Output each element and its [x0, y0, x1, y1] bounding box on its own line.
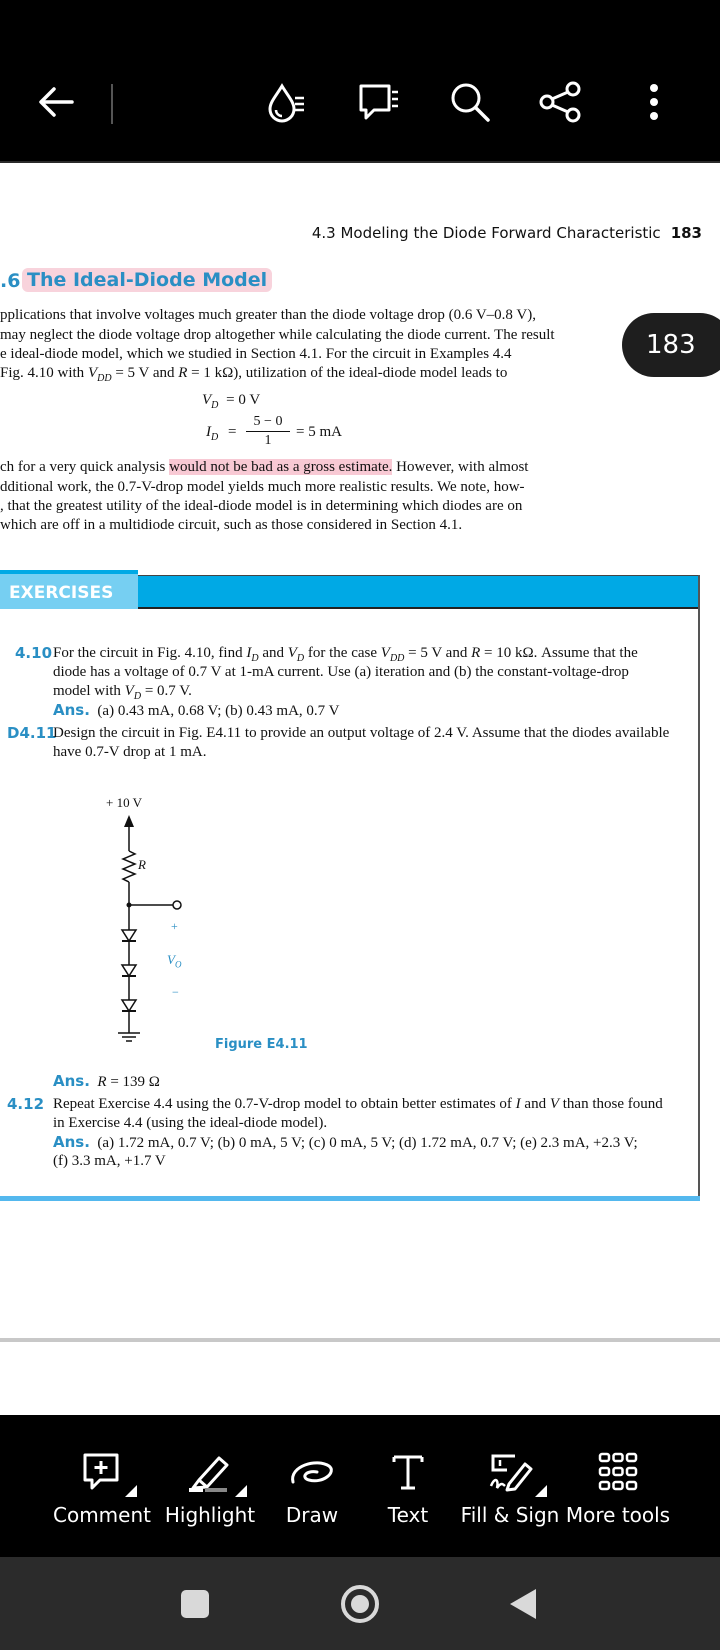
math-var: R [471, 645, 481, 661]
tool-label: More tools [565, 1503, 671, 1527]
text-span: However, with almost [392, 459, 529, 475]
fraction [246, 414, 290, 449]
math-sub: O [174, 959, 182, 970]
toolbar-divider-line [0, 161, 720, 163]
fraction-numerator: 5 − 0 [253, 414, 283, 429]
back-arrow-icon[interactable] [32, 78, 80, 126]
page-number-badge[interactable] [622, 313, 720, 377]
text-line: Design the circuit in Fig. E4.11 to provide an output voltage of 2.4 V. Assume that the diodes available [53, 725, 670, 741]
circuit-figure [100, 795, 300, 1055]
text-span: = 5 V and [404, 645, 472, 661]
tool-label: Text [387, 1503, 429, 1527]
text-icon [353, 1445, 463, 1499]
equation-vd [202, 392, 260, 411]
text-line: dditional work, the 0.7-V-drop model yields much more realistic results. We note, how- [0, 479, 525, 495]
text-line: (f) 3.3 mA, +1.7 V [53, 1153, 166, 1169]
text-span: model with [53, 683, 125, 699]
more-vertical-icon[interactable] [630, 78, 678, 126]
vo-label [167, 952, 181, 970]
more-tools-grid-icon [563, 1445, 673, 1499]
math-sub: D [296, 653, 305, 664]
section-number: .6 [0, 270, 21, 292]
circuit-schematic [100, 795, 300, 1055]
exercise-number: D4.11 [7, 724, 57, 742]
tool-options-indicator [535, 1485, 547, 1497]
math-var: I [246, 645, 252, 661]
text-span: Fig. 4.10 with [0, 365, 88, 381]
text-line: , that the greatest utility of the ideal-diode model is in determining which diodes are on [0, 498, 523, 514]
text-line [53, 1095, 663, 1114]
text-span: ch for a very quick analysis [0, 459, 170, 475]
text-line: in Exercise 4.4 (using the ideal-diode model). [53, 1115, 328, 1131]
answer-line [53, 701, 340, 721]
resistor-label: R [138, 857, 146, 872]
math-sub: D [211, 432, 219, 443]
text-span: = 1 kΩ), utilization of the ideal-diode model leads to [187, 365, 508, 381]
text-span: Repeat Exercise 4.4 using the 0.7-V-drop model to obtain better estimates of [53, 1096, 516, 1112]
minus-sign: − [172, 985, 179, 999]
plus-sign: + [171, 919, 178, 933]
tool-options-indicator [235, 1485, 247, 1497]
fill-sign-icon [455, 1445, 565, 1499]
answer-text: (a) 1.72 mA, 0.7 V; (b) 0 mA, 5 V; (c) 0 mA, 5 V; (d) 1.72 mA, 0.7 V; (e) 2.3 mA, +2.3 V; [97, 1135, 638, 1151]
answer-label: Ans. [53, 701, 90, 719]
section-title: The Ideal-Diode Model [22, 268, 272, 292]
text-line [0, 364, 507, 388]
answer-text: = 139 Ω [106, 1074, 160, 1090]
tool-label: Draw [285, 1503, 339, 1527]
math-var: I [206, 424, 211, 440]
highlighted-text[interactable]: would not be bad as a gross estimate. [169, 459, 393, 475]
text-line: diode has a voltage of 0.7 V at 1-mA current. Use (a) iteration and (b) the constant-voltage-drop [53, 664, 629, 680]
answer-label: Ans. [53, 1072, 90, 1090]
math-var: R [178, 365, 188, 381]
tool-label: Highlight [164, 1503, 256, 1527]
fraction-bar [246, 431, 290, 432]
answer-text: (a) 0.43 mA, 0.68 V; (b) 0.43 mA, 0.7 V [97, 703, 340, 719]
share-icon[interactable] [536, 78, 584, 126]
exercise-number: 4.10 [15, 644, 53, 662]
text-line: may neglect the diode voltage drop altogether while calculating the diode current. The result [0, 327, 555, 343]
math-sub: D [211, 400, 219, 411]
tool-label: Fill & Sign [460, 1503, 560, 1527]
math-sub: D [133, 691, 142, 702]
math-sub: D [251, 653, 259, 664]
math-var: V [549, 1096, 560, 1112]
text-line [0, 458, 528, 477]
search-icon[interactable] [446, 78, 494, 126]
page-divider [0, 1338, 720, 1342]
page-number: 183 [670, 224, 702, 242]
exercises-bottom-bar [0, 1196, 700, 1201]
text-span: than those found [559, 1096, 663, 1112]
tool-label: Comment [53, 1503, 151, 1527]
figure-caption: Figure E4.11 [215, 1037, 308, 1052]
text-span: and [258, 645, 288, 661]
text-tool[interactable] [353, 1445, 463, 1527]
math-sub: DD [97, 373, 112, 384]
text-span: and [520, 1096, 550, 1112]
home-circle-icon[interactable] [341, 1585, 379, 1623]
math-sub: DD [389, 653, 405, 664]
math-var: V [287, 645, 297, 661]
text-span: = 0.7 V. [141, 683, 192, 699]
exercises-frame [698, 575, 700, 1201]
exercise-number: 4.12 [7, 1095, 45, 1113]
supply-label: + 10 V [106, 795, 142, 810]
back-triangle-icon[interactable] [508, 1587, 538, 1625]
math-var: V [202, 392, 212, 408]
answer-line [53, 1133, 638, 1153]
exercises-label: EXERCISES [9, 583, 114, 603]
comments-list-icon[interactable] [354, 78, 402, 126]
running-header [312, 224, 702, 242]
page-badge-label: 183 [646, 330, 696, 360]
reading-mode-icon[interactable] [262, 78, 310, 126]
recents-square-icon[interactable] [181, 1590, 209, 1618]
text-line: e ideal-diode model, which we studied in Section 4.1. For the circuit in Examples 4.4 [0, 346, 512, 362]
equation-rhs: = 5 mA [296, 424, 342, 440]
tool-options-indicator [125, 1485, 137, 1497]
math-var: I [515, 1096, 521, 1112]
math-var: R [97, 1074, 107, 1090]
draw-icon [257, 1445, 367, 1499]
math-var: V [124, 683, 134, 699]
text-span: = 5 V and [111, 365, 179, 381]
highlighter-icon [155, 1445, 265, 1499]
top-toolbar [0, 48, 720, 162]
text-line: have 0.7-V drop at 1 mA. [53, 744, 207, 760]
toolbar-divider [111, 84, 113, 124]
text-line: pplications that involve voltages much greater than the diode voltage drop (0.6 V–0.8 V), [0, 307, 536, 323]
system-nav-bar [0, 1557, 720, 1650]
math-var: V [87, 365, 98, 381]
text-span: For the circuit in Fig. 4.10, find [53, 645, 247, 661]
draw-tool[interactable] [257, 1445, 367, 1527]
text-span: for the case [304, 645, 381, 661]
fraction-denominator: 1 [264, 433, 272, 448]
comment-tool[interactable] [47, 1445, 157, 1527]
answer-label: Ans. [53, 1133, 90, 1151]
text-span: = 10 kΩ. Assume that the [480, 645, 638, 661]
math-var: V [167, 952, 175, 967]
fill-sign-tool[interactable] [455, 1445, 565, 1527]
equals-sign: = [228, 424, 237, 440]
running-header-title: 4.3 Modeling the Diode Forward Characteristic [311, 224, 661, 242]
math-var: V [380, 645, 390, 661]
highlight-tool[interactable] [155, 1445, 265, 1527]
answer-line [53, 1072, 160, 1092]
more-tools-button[interactable] [563, 1445, 673, 1527]
comment-add-icon [47, 1445, 157, 1499]
text-line: which are off in a multidiode circuit, such as those considered in Section 4.1. [0, 517, 463, 533]
equation-rhs: = 0 V [226, 392, 261, 408]
status-bar [0, 0, 720, 48]
home-circle-dot [351, 1595, 369, 1613]
